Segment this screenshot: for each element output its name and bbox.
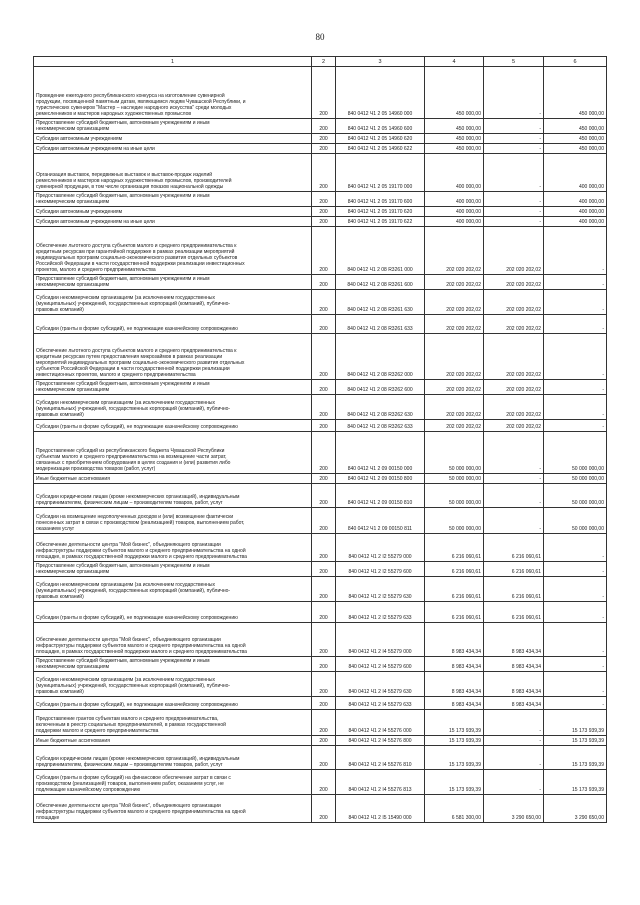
table-row (34, 395, 607, 420)
table-row (34, 672, 607, 697)
row-amount-total: 6 581 300,00 (425, 795, 484, 823)
row-amount-total: 202 020 202,02 (425, 315, 484, 334)
table-row (34, 315, 607, 334)
row-classification-code: 840 0412 Ч1 2 I4 55276 000 (336, 710, 425, 736)
row-amount-federal: - (484, 67, 544, 119)
row-classification-code: 840 0412 Ч1 2 I2 55279 600 (336, 562, 425, 577)
row-amount-republic: - (544, 275, 607, 290)
row-amount-total: 450 000,00 (425, 134, 484, 144)
column-header: 2 (312, 57, 336, 67)
row-amount-federal: - (484, 119, 544, 134)
row-description: Субсидии на возмещение недополученных доходов и (или) возмещение фактически понесенных затрат в связи с производством (реализацией) товаров, выполнением работ, оказанием услуг (34, 508, 312, 534)
row-description: Предоставление субсидий бюджетным, автономным учреждениям и иным некоммерческим организациям (34, 380, 312, 395)
row-description: Предоставление субсидий бюджетным, автономным учреждениям и иным некоммерческим организациям (34, 192, 312, 207)
row-amount-federal: - (484, 746, 544, 770)
row-code: 200 (312, 154, 336, 192)
row-description: Иные бюджетные ассигнования (34, 474, 312, 484)
row-classification-code: 840 0412 Ч1 2 I2 55279 630 (336, 577, 425, 602)
table-row (34, 227, 607, 275)
row-description: Субсидии автономным учреждениям (34, 134, 312, 144)
row-amount-federal: - (484, 217, 544, 227)
row-amount-federal: - (484, 432, 544, 474)
row-classification-code: 840 0412 Ч1 2 08 R3262 600 (336, 380, 425, 395)
row-description: Субсидии автономным учреждениям на иные цели (34, 144, 312, 154)
row-code: 200 (312, 795, 336, 823)
row-code: 200 (312, 119, 336, 134)
table-row (34, 380, 607, 395)
row-amount-republic: - (544, 380, 607, 395)
row-code: 200 (312, 534, 336, 562)
row-amount-federal: - (484, 736, 544, 746)
row-amount-total: 8 983 434,34 (425, 623, 484, 657)
row-code: 200 (312, 217, 336, 227)
table-row (34, 602, 607, 623)
row-code: 200 (312, 623, 336, 657)
row-code: 200 (312, 380, 336, 395)
row-code: 200 (312, 144, 336, 154)
row-amount-total: 6 216 060,61 (425, 534, 484, 562)
row-amount-federal: 202 020 202,02 (484, 275, 544, 290)
row-amount-total: 400 000,00 (425, 154, 484, 192)
row-classification-code: 840 0412 Ч1 2 08 R3261 600 (336, 275, 425, 290)
row-classification-code: 840 0412 Ч1 2 09 00150 000 (336, 432, 425, 474)
row-amount-total: 400 000,00 (425, 192, 484, 207)
row-description: Субсидии (гранты в форме субсидий) на финансовое обеспечение затрат в связи с производством (реализацией) товаров, выполнением работ, оказанием услуг, не подлежащие казначейскому сопровождению (34, 770, 312, 795)
row-classification-code: 840 0412 Ч1 2 I4 55276 800 (336, 736, 425, 746)
row-amount-total: 202 020 202,02 (425, 275, 484, 290)
row-amount-republic: 450 000,00 (544, 134, 607, 144)
row-amount-republic: 50 000 000,00 (544, 432, 607, 474)
row-amount-republic: - (544, 534, 607, 562)
row-amount-republic: - (544, 657, 607, 672)
table-body (34, 67, 607, 823)
row-classification-code: 840 0412 Ч1 2 05 19170 000 (336, 154, 425, 192)
row-amount-republic: 3 290 650,00 (544, 795, 607, 823)
table-row (34, 710, 607, 736)
row-description: Обеспечение льготного доступа субъектов малого и среднего предпринимательства к кредитным ресурсам путем предоставления микрозаймов в рамках реализации мероприятий индивидуальных программ социально-экономического развития отдельных субъектов Российской Федерации в части государственной поддержки реализации инвестиционных проектов, малого и среднего предпринимательства (34, 334, 312, 380)
column-header: 3 (336, 57, 425, 67)
table-row (34, 534, 607, 562)
row-code: 200 (312, 227, 336, 275)
table-row (34, 562, 607, 577)
row-amount-republic: - (544, 697, 607, 710)
row-description: Предоставление грантов субъектам малого и среднего предпринимательства, включенным в реестр социальных предпринимателей, в рамках государственной поддержки малого и среднего предпринимательства (34, 710, 312, 736)
row-amount-total: 15 173 939,39 (425, 736, 484, 746)
column-header: 1 (34, 57, 312, 67)
row-amount-republic: 400 000,00 (544, 207, 607, 217)
row-amount-republic: 400 000,00 (544, 217, 607, 227)
row-amount-federal: 8 983 434,34 (484, 697, 544, 710)
page-number: 80 (315, 32, 325, 42)
row-description: Субсидии некоммерческим организациям (за исключением государственных (муниципальных) учреждений, государственных корпораций (компаний), публично- правовых компаний) (34, 577, 312, 602)
row-amount-total: 50 000 000,00 (425, 508, 484, 534)
row-classification-code: 840 0412 Ч1 2 I4 55279 600 (336, 657, 425, 672)
row-code: 200 (312, 134, 336, 144)
row-code: 200 (312, 657, 336, 672)
row-amount-republic: - (544, 623, 607, 657)
row-amount-total: 202 020 202,02 (425, 420, 484, 432)
row-description: Субсидии некоммерческим организациям (за исключением государственных (муниципальных) учреждений, государственных корпораций (компаний), публично- правовых компаний) (34, 290, 312, 315)
row-amount-federal: 6 216 060,61 (484, 577, 544, 602)
row-amount-total: 15 173 939,39 (425, 746, 484, 770)
budget-table (33, 56, 607, 823)
row-classification-code: 840 0412 Ч1 2 08 R3261 000 (336, 227, 425, 275)
row-amount-federal: - (484, 144, 544, 154)
row-amount-republic: 15 173 939,39 (544, 746, 607, 770)
row-amount-total: 50 000 000,00 (425, 484, 484, 508)
row-amount-total: 202 020 202,02 (425, 227, 484, 275)
row-amount-total: 50 000 000,00 (425, 474, 484, 484)
row-code: 200 (312, 770, 336, 795)
row-description: Субсидии некоммерческим организациям (за исключением государственных (муниципальных) учреждений, государственных корпораций (компаний), публично- правовых компаний) (34, 672, 312, 697)
table-row (34, 275, 607, 290)
row-amount-total: 6 216 060,61 (425, 577, 484, 602)
header-row (34, 57, 607, 67)
row-description: Обеспечение деятельности центра "Мой бизнес", объединяющего организации инфраструктуры поддержки субъектов малого и среднего предпринимательства на одной площадке (34, 795, 312, 823)
row-amount-total: 6 216 060,61 (425, 562, 484, 577)
row-amount-total: 15 173 939,39 (425, 710, 484, 736)
row-amount-total: 450 000,00 (425, 67, 484, 119)
row-amount-total: 450 000,00 (425, 144, 484, 154)
row-description: Субсидии автономным учреждениям (34, 207, 312, 217)
row-classification-code: 840 0412 Ч1 2 05 14960 600 (336, 119, 425, 134)
row-classification-code: 840 0412 Ч1 2 I4 55276 810 (336, 746, 425, 770)
row-description: Проведение ежегодного республиканского конкурса на изготовление сувенирной продукции, посвященной памятным датам, являющимся людям Чувашской Республики, и туристических сувениров "Мастер – наследие народного искусства" среди молодых ремесленников и мастеров народных художественных промыслов (34, 67, 312, 119)
row-amount-federal: - (484, 474, 544, 484)
row-description: Предоставление субсидий бюджетным, автономным учреждениям и иным некоммерческим организациям (34, 119, 312, 134)
row-code: 200 (312, 562, 336, 577)
row-classification-code: 840 0412 Ч1 2 I2 55279 000 (336, 534, 425, 562)
row-description: Предоставление субсидий бюджетным, автономным учреждениям и иным некоммерческим организациям (34, 562, 312, 577)
row-classification-code: 840 0412 Ч1 2 09 00150 810 (336, 484, 425, 508)
row-code: 200 (312, 275, 336, 290)
row-classification-code: 840 0412 Ч1 2 08 R3262 633 (336, 420, 425, 432)
row-amount-republic: - (544, 395, 607, 420)
row-amount-total: 15 173 939,39 (425, 770, 484, 795)
row-amount-republic: - (544, 290, 607, 315)
row-code: 200 (312, 432, 336, 474)
column-header: 6 (544, 57, 607, 67)
row-amount-republic: 400 000,00 (544, 154, 607, 192)
row-amount-republic: - (544, 562, 607, 577)
row-description: Субсидии юридическим лицам (кроме некоммерческих организаций), индивидуальным предпринимателям, физическим лицам – производителям товаров, работ, услуг (34, 746, 312, 770)
row-amount-federal: 202 020 202,02 (484, 420, 544, 432)
row-amount-federal: 202 020 202,02 (484, 290, 544, 315)
table-row (34, 474, 607, 484)
row-amount-republic: 15 173 939,39 (544, 710, 607, 736)
row-amount-federal: - (484, 710, 544, 736)
row-description: Обеспечение льготного доступа субъектов малого и среднего предпринимательства к кредитным ресурсам при гарантийной поддержке в рамках реализации мероприятий индивидуальных программ социально-экономического развития отдельных субъектов Российской Федерации в части государственной поддержки реализации инвестиционных проектов, малого и среднего предпринимательства (34, 227, 312, 275)
row-classification-code: 840 0412 Ч1 2 08 R3262 000 (336, 334, 425, 380)
row-amount-total: 202 020 202,02 (425, 395, 484, 420)
row-amount-total: 202 020 202,02 (425, 380, 484, 395)
row-classification-code: 840 0412 Ч1 2 08 R3261 630 (336, 290, 425, 315)
row-amount-republic: 50 000 000,00 (544, 474, 607, 484)
table-row (34, 154, 607, 192)
row-amount-republic: 15 173 939,39 (544, 770, 607, 795)
row-amount-federal: 202 020 202,02 (484, 227, 544, 275)
row-amount-total: 8 983 434,34 (425, 697, 484, 710)
row-classification-code: 840 0412 Ч1 2 I4 55279 630 (336, 672, 425, 697)
row-amount-republic: 50 000 000,00 (544, 508, 607, 534)
row-amount-total: 8 983 434,34 (425, 657, 484, 672)
table-row (34, 192, 607, 207)
table-row (34, 134, 607, 144)
row-amount-federal: 6 216 060,61 (484, 534, 544, 562)
row-description: Субсидии (гранты в форме субсидий), не подлежащие казначейскому сопровождению (34, 697, 312, 710)
row-code: 200 (312, 697, 336, 710)
table-row (34, 290, 607, 315)
row-amount-total: 8 983 434,34 (425, 672, 484, 697)
table-row (34, 657, 607, 672)
row-classification-code: 840 0412 Ч1 2 I4 55276 813 (336, 770, 425, 795)
row-classification-code: 840 0412 Ч1 2 09 00150 811 (336, 508, 425, 534)
row-code: 200 (312, 420, 336, 432)
row-amount-federal: - (484, 508, 544, 534)
row-amount-federal: 202 020 202,02 (484, 334, 544, 380)
table-row (34, 795, 607, 823)
table-row (34, 508, 607, 534)
table-row (34, 67, 607, 119)
row-amount-total: 450 000,00 (425, 119, 484, 134)
row-description: Обеспечение деятельности центра "Мой бизнес", объединяющего организации инфраструктуры поддержки субъектов малого и среднего предпринимательства на одной площадке, в рамках государственной поддержки малого и среднего предпринимательства (34, 623, 312, 657)
row-classification-code: 840 0412 Ч1 2 05 14960 000 (336, 67, 425, 119)
row-code: 200 (312, 508, 336, 534)
row-description: Предоставление субсидий из республиканского бюджета Чувашской Республики субъектам малого и среднего предпринимательства на возмещение части затрат, связанных с приобретением оборудования в целях создания и (или) развития либо модернизации производства товаров (работ, услуг) (34, 432, 312, 474)
row-amount-republic: - (544, 334, 607, 380)
row-amount-total: 50 000 000,00 (425, 432, 484, 474)
row-code: 200 (312, 290, 336, 315)
row-amount-republic: 400 000,00 (544, 192, 607, 207)
row-amount-federal: 8 983 434,34 (484, 657, 544, 672)
row-description: Предоставление субсидий бюджетным, автономным учреждениям и иным некоммерческим организациям (34, 275, 312, 290)
row-classification-code: 840 0412 Ч1 2 05 19170 622 (336, 217, 425, 227)
row-classification-code: 840 0412 Ч1 2 09 00150 800 (336, 474, 425, 484)
row-amount-republic: 450 000,00 (544, 119, 607, 134)
row-amount-total: 400 000,00 (425, 207, 484, 217)
row-amount-federal: 6 216 060,61 (484, 602, 544, 623)
row-classification-code: 840 0412 Ч1 2 05 19170 620 (336, 207, 425, 217)
table-row (34, 432, 607, 474)
row-amount-federal: - (484, 154, 544, 192)
row-amount-total: 6 216 060,61 (425, 602, 484, 623)
row-description: Субсидии юридическим лицам (кроме некоммерческих организаций), индивидуальным предпринимателям, физическим лицам – производителям товаров, работ, услуг (34, 484, 312, 508)
row-amount-republic: - (544, 227, 607, 275)
row-code: 200 (312, 207, 336, 217)
row-amount-federal: - (484, 484, 544, 508)
row-code: 200 (312, 192, 336, 207)
row-amount-republic: - (544, 602, 607, 623)
row-classification-code: 840 0412 Ч1 2 I4 55279 633 (336, 697, 425, 710)
table-row (34, 217, 607, 227)
row-description: Иные бюджетные ассигнования (34, 736, 312, 746)
row-amount-republic: - (544, 420, 607, 432)
row-classification-code: 840 0412 Ч1 2 I5 15490 000 (336, 795, 425, 823)
row-code: 200 (312, 474, 336, 484)
table-row (34, 207, 607, 217)
row-amount-republic: - (544, 577, 607, 602)
row-code: 200 (312, 484, 336, 508)
row-amount-federal: - (484, 192, 544, 207)
row-amount-republic: 450 000,00 (544, 144, 607, 154)
row-amount-republic: 50 000 000,00 (544, 484, 607, 508)
row-classification-code: 840 0412 Ч1 2 05 19170 600 (336, 192, 425, 207)
table-row (34, 144, 607, 154)
row-amount-republic: 15 173 939,39 (544, 736, 607, 746)
row-code: 200 (312, 602, 336, 623)
row-code: 200 (312, 577, 336, 602)
row-classification-code: 840 0412 Ч1 2 I4 55279 000 (336, 623, 425, 657)
row-code: 200 (312, 710, 336, 736)
row-amount-total: 202 020 202,02 (425, 290, 484, 315)
row-description: Субсидии (гранты в форме субсидий), не подлежащие казначейскому сопровождению (34, 602, 312, 623)
table-row (34, 623, 607, 657)
row-amount-total: 202 020 202,02 (425, 334, 484, 380)
row-code: 200 (312, 672, 336, 697)
row-amount-federal: 8 983 434,34 (484, 672, 544, 697)
table-row (34, 736, 607, 746)
table-row (34, 119, 607, 134)
row-amount-republic: 450 000,00 (544, 67, 607, 119)
row-amount-federal: 8 983 434,34 (484, 623, 544, 657)
row-amount-total: 400 000,00 (425, 217, 484, 227)
row-description: Субсидии (гранты в форме субсидий), не подлежащие казначейскому сопровождению (34, 420, 312, 432)
row-amount-federal: 202 020 202,02 (484, 380, 544, 395)
row-code: 200 (312, 334, 336, 380)
row-amount-federal: - (484, 770, 544, 795)
table-row (34, 334, 607, 380)
table-row (34, 420, 607, 432)
row-amount-federal: - (484, 207, 544, 217)
row-amount-federal: 6 216 060,61 (484, 562, 544, 577)
row-description: Субсидии некоммерческим организациям (за исключением государственных (муниципальных) учреждений, государственных корпораций (компаний), публично- правовых компаний) (34, 395, 312, 420)
table-row (34, 746, 607, 770)
row-classification-code: 840 0412 Ч1 2 05 14960 622 (336, 144, 425, 154)
table-row (34, 577, 607, 602)
row-description: Субсидии автономным учреждениям на иные цели (34, 217, 312, 227)
table-row (34, 484, 607, 508)
row-amount-federal: - (484, 134, 544, 144)
row-amount-republic: - (544, 315, 607, 334)
row-amount-federal: 202 020 202,02 (484, 395, 544, 420)
row-code: 200 (312, 315, 336, 334)
row-classification-code: 840 0412 Ч1 2 08 R3261 633 (336, 315, 425, 334)
column-header: 4 (425, 57, 484, 67)
row-classification-code: 840 0412 Ч1 2 08 R3262 630 (336, 395, 425, 420)
column-header: 5 (484, 57, 544, 67)
row-code: 200 (312, 67, 336, 119)
row-description: Субсидии (гранты в форме субсидий), не подлежащие казначейскому сопровождению (34, 315, 312, 334)
row-amount-federal: 202 020 202,02 (484, 315, 544, 334)
table-row (34, 770, 607, 795)
row-classification-code: 840 0412 Ч1 2 05 14960 620 (336, 134, 425, 144)
row-code: 200 (312, 395, 336, 420)
row-description: Предоставление субсидий бюджетным, автономным учреждениям и иным некоммерческим организациям (34, 657, 312, 672)
row-amount-republic: - (544, 672, 607, 697)
table-row (34, 697, 607, 710)
row-code: 200 (312, 736, 336, 746)
row-code: 200 (312, 746, 336, 770)
row-description: Обеспечение деятельности центра "Мой бизнес", объединяющего организации инфраструктуры поддержки субъектов малого и среднего предпринимательства на одной площадке, в рамках государственной поддержки малого и среднего предпринимательства (34, 534, 312, 562)
row-classification-code: 840 0412 Ч1 2 I2 55279 633 (336, 602, 425, 623)
row-description: Организация выставок, передвижных выставок и выставок-продаж изделий ремесленников и мастеров народных художественных промыслов, производителей сувенирной продукции, в том числе организация показов национальной одежды (34, 154, 312, 192)
row-amount-federal: 3 290 650,00 (484, 795, 544, 823)
